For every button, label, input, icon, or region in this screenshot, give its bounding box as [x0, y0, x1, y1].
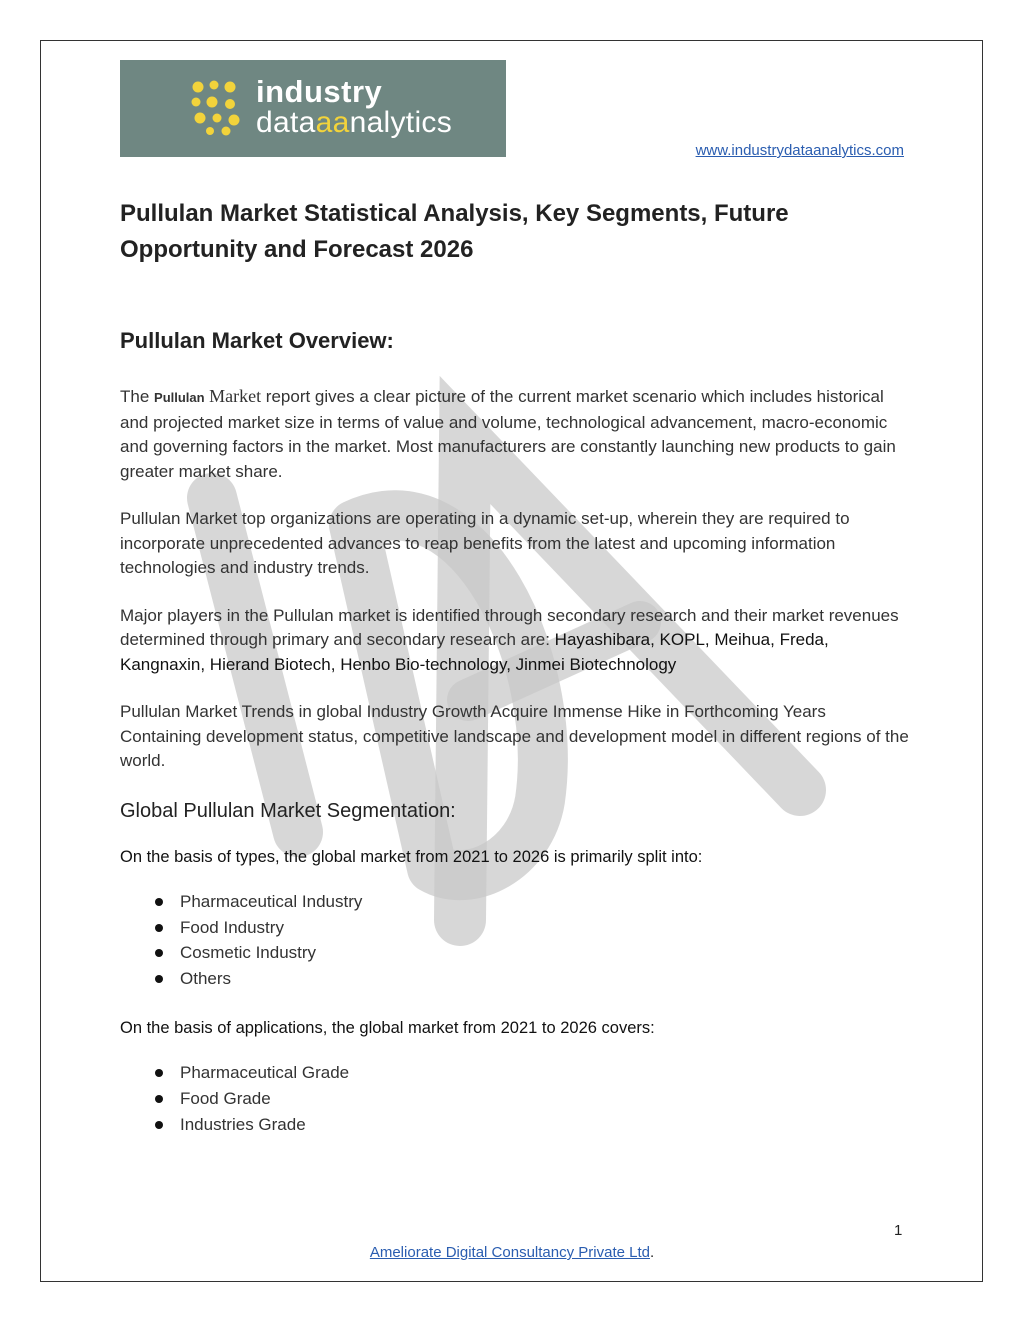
overview-paragraph: The Pullulan Market report gives a clear picture of the current market scenario which includes historical and projected market size in terms of value and volume, technological advancement, macro-economic and governing factors in the market. Most manufacturers are constantly launching new products to gain greater market share.	[120, 386, 896, 481]
list-item: Others	[120, 966, 910, 992]
types-heading: On the basis of types, the global market from 2021 to 2026 is primarily split into:	[120, 847, 703, 866]
document-body	[120, 196, 910, 1137]
overview-heading: Pullulan Market Overview:	[120, 328, 394, 353]
list-item: Food Industry	[120, 915, 910, 941]
segmentation-heading: Global Pullulan Market Segmentation:	[120, 799, 456, 822]
types-list	[120, 889, 910, 992]
page-number: 1	[894, 1222, 903, 1239]
list-item: Pharmaceutical Grade	[120, 1060, 910, 1086]
list-item: Pharmaceutical Industry	[120, 889, 910, 915]
major-players-list: Hayashibara, KOPL, Meihua, Freda, Kangnaxin, Hierand Biotech, Henbo Bio-technology, Jinmei Biotechnology	[120, 630, 829, 674]
footer	[0, 1244, 1024, 1261]
major-players-paragraph: Major players in the Pullulan market is identified through secondary research and their market revenues determined through primary and secondary research are: Hayashibara, KOPL, Meihua, Freda, Kangnaxin, Hierand Biotech, Henbo Bio-technology, Jinmei Biotechnology	[120, 605, 899, 674]
footer-period: .	[649, 1244, 655, 1261]
list-item: Cosmetic Industry	[120, 940, 910, 966]
company-logo	[120, 60, 506, 157]
organizations-paragraph: Pullulan Market top organizations are operating in a dynamic set-up, wherein they are required to incorporate unprecedented advances to reap benefits from the latest and upcoming information technologies and industry trends.	[120, 509, 850, 577]
company-link[interactable]: Ameliorate Digital Consultancy Private Ltd	[369, 1244, 650, 1261]
list-item: Food Grade	[120, 1086, 910, 1112]
logo-dots-icon	[190, 80, 246, 136]
logo-wordmark-industry: industry	[256, 74, 383, 109]
website-link[interactable]: www.industrydataanalytics.com	[695, 142, 904, 159]
applications-list	[120, 1060, 910, 1137]
list-item: Industries Grade	[120, 1112, 910, 1138]
logo-wordmark-dataanalytics: dataaanalytics	[256, 106, 453, 139]
applications-heading: On the basis of applications, the global market from 2021 to 2026 covers:	[120, 1018, 655, 1037]
trends-paragraph: Pullulan Market Trends in global Industry Growth Acquire Immense Hike in Forthcoming Years Containing development status, competitive landscape and development model in different regions of the world.	[120, 702, 909, 770]
document-title: Pullulan Market Statistical Analysis, Key Segments, Future Opportunity and Forecast 2026	[120, 200, 789, 263]
